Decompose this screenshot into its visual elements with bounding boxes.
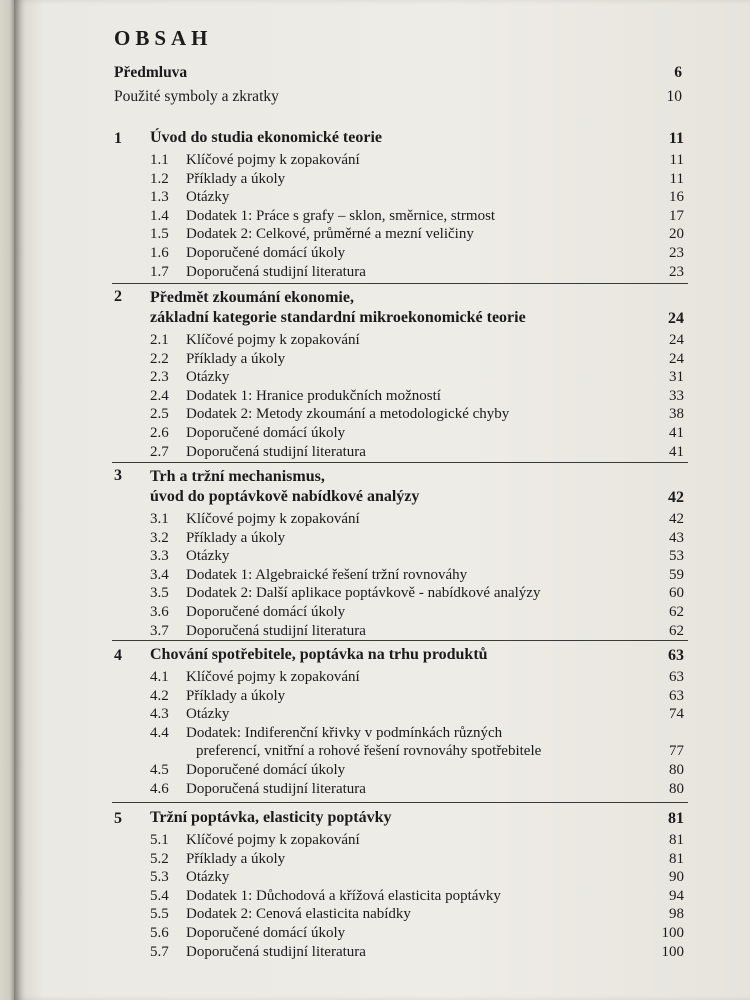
entry-label: Dodatek 2: Další aplikace poptávkově - nabídkové analýzy [186,585,541,602]
entry-label: Doporučená studijní literatura [186,943,366,960]
toc-subentry [114,868,684,887]
entry-number: 2.7 [150,443,169,460]
entry-number: 4.6 [150,780,169,797]
chapter-divider [112,462,688,463]
entry-label: Dodatek 2: Metody zkoumání a metodologické chyby [186,406,510,423]
entry-label: Příklady a úkoly [186,170,286,187]
entry-page: 31 [669,369,684,386]
entry-number: 3.2 [150,529,169,546]
entry-label: Dodatek 2: Cenová elasticita nabídky [186,906,411,923]
entry-number: 3.7 [150,622,169,639]
entry-page: 90 [669,869,684,886]
entry-label: Otázky [186,369,230,386]
toc-subentry [114,188,684,207]
toc-subentry [114,705,684,724]
chapter-divider [112,640,688,641]
chapter-number: 1 [114,130,122,147]
entry-number: 1.7 [150,263,169,280]
toc-subentry [114,368,684,387]
toc-subentry [114,831,684,850]
entry-page: 38 [669,406,684,423]
chapter-page: 11 [668,130,684,147]
entry-number: 4.2 [150,687,169,704]
chapter-page: 81 [668,810,684,827]
entry-label [186,724,624,761]
chapter-title [150,288,624,328]
entry-page: 100 [661,924,684,941]
entry-number: 1.6 [150,244,169,261]
entry-page: 60 [669,585,684,602]
entry-label: Doporučená studijní literatura [186,622,366,639]
toc-subentry [114,387,684,406]
entry-page: 11 [669,152,684,168]
entry-number: 4.4 [150,724,169,741]
entry-page: 42 [669,511,684,527]
entry-page: 23 [669,263,684,280]
toc-subentry [114,207,684,226]
chapter-title [150,808,624,828]
chapter-title-line: Chování spotřebitele, poptávka na trhu produktů [150,646,488,663]
chapter-number: 2 [114,288,122,305]
entry-page: 10 [666,88,682,105]
entry-label: Otázky [186,706,230,723]
entry-number: 2.4 [150,387,169,404]
entry-label: Dodatek 1: Důchodová a křížová elasticita poptávky [186,887,501,904]
entry-page: 62 [669,603,684,620]
entry-number: 1.3 [150,189,169,206]
entry-page: 33 [669,387,684,404]
entry-number: 2.1 [150,332,169,348]
toc-subentry [114,331,684,350]
toc-subentry [114,761,684,780]
entry-number: 5.1 [150,832,169,848]
toc-subentry [114,566,684,585]
toc-entry-preface [114,64,682,82]
toc-subentry [114,905,684,924]
chapter-title [150,645,624,665]
toc-subentry [114,443,684,462]
entry-page: 98 [669,906,684,923]
entry-number: 5.2 [150,850,169,867]
entry-label: Klíčové pojmy k zopakování [186,832,360,848]
entry-page: 24 [669,350,684,367]
toc-subentry [114,350,684,369]
entry-label: Klíčové pojmy k zopakování [186,669,360,685]
entry-label: Příklady a úkoly [186,350,286,367]
toc-subentry [114,584,684,603]
entry-page: 74 [669,706,684,723]
page-title: OBSAH [114,26,213,50]
entry-page: 80 [669,761,684,778]
entry-page: 81 [669,832,684,848]
toc-subentry [114,510,684,529]
entry-label: Otázky [186,548,230,565]
entry-number: 3.3 [150,548,169,565]
toc-subentry [114,850,684,869]
entry-label: Dodatek 2: Celkové, průměrné a mezní veličiny [186,226,474,243]
entry-page: 63 [669,687,684,704]
chapter-title-line: Tržní poptávka, elasticity poptávky [150,809,392,826]
entry-number: 4.1 [150,669,169,685]
entry-page: 77 [669,743,684,760]
entry-label: Dodatek 1: Hranice produkčních možností [186,387,441,404]
chapter-page: 63 [668,647,684,664]
entry-label: Doporučená studijní literatura [186,263,366,280]
chapter-divider [112,283,688,284]
chapter-title-line: Úvod do studia ekonomické teorie [150,129,382,146]
toc-subentry [114,887,684,906]
entry-label: Předmluva [114,64,188,81]
toc-subentry [114,529,684,548]
chapter-number: 4 [114,647,122,664]
entry-number: 2.2 [150,350,169,367]
toc-subentry [114,151,684,170]
entry-page: 80 [669,780,684,797]
chapter-page: 42 [668,489,684,506]
entry-number: 1.4 [150,207,169,224]
toc-subentry [114,780,684,799]
chapter-title-line: úvod do poptávkově nabídkové analýzy [150,488,420,505]
chapter-title-line: základní kategorie standardní mikroekonomické teorie [150,309,526,326]
entry-page: 23 [669,244,684,261]
entry-number: 1.2 [150,170,169,187]
toc-subentry [114,263,684,282]
chapter-3 [114,467,684,640]
toc-subentry [114,244,684,263]
entry-page: 43 [669,529,684,546]
entry-page: 81 [669,850,684,867]
entry-number: 1.5 [150,226,169,243]
toc-subentry [114,603,684,622]
entry-number: 3.4 [150,566,169,583]
toc-subentry [114,668,684,687]
entry-label: Dodatek 1: Algebraické řešení tržní rovnováhy [186,566,468,583]
entry-page: 94 [669,887,684,904]
entry-page: 100 [661,943,684,960]
toc-subentry [114,225,684,244]
entry-page: 53 [669,548,684,565]
entry-label: Klíčové pojmy k zopakování [186,332,360,348]
chapter-divider [112,802,688,803]
entry-number: 4.5 [150,761,169,778]
entry-number: 5.3 [150,869,169,886]
entry-label: Doporučená studijní literatura [186,780,366,797]
entry-label: Příklady a úkoly [186,687,286,704]
entry-page: 17 [669,207,684,224]
entry-label: Otázky [186,869,230,886]
entry-number: 1.1 [150,152,169,168]
entry-page: 59 [669,566,684,583]
chapter-number: 3 [114,467,122,484]
entry-page: 16 [669,189,684,206]
chapter-2 [114,288,684,461]
entry-number: 2.3 [150,369,169,386]
entry-label: Doporučená studijní literatura [186,443,366,460]
entry-number: 2.5 [150,406,169,423]
entry-number: 3.6 [150,603,169,620]
entry-number: 3.5 [150,585,169,602]
entry-label: Klíčové pojmy k zopakování [186,511,360,527]
entry-page: 41 [669,443,684,460]
entry-number: 5.4 [150,887,169,904]
entry-label: Příklady a úkoly [186,529,286,546]
entry-label: Doporučené domácí úkoly [186,244,346,261]
toc-page [14,0,750,1000]
chapter-title-line: Předmět zkoumání ekonomie, [150,289,354,306]
toc-subentry [114,687,684,706]
entry-page: 63 [669,669,684,685]
entry-number: 2.6 [150,424,169,441]
chapter-4 [114,645,684,798]
chapter-page: 24 [668,310,684,327]
toc-entry-symbols [114,88,682,106]
entry-label: Doporučené domácí úkoly [186,761,346,778]
entry-page: 62 [669,622,684,639]
entry-number: 4.3 [150,706,169,723]
entry-label: Doporučené domácí úkoly [186,424,346,441]
entry-number: 5.5 [150,906,169,923]
chapter-1 [114,128,684,281]
entry-page: 41 [669,424,684,441]
toc-subentry [114,724,684,761]
entry-label: Použité symboly a zkratky [114,88,279,105]
toc-subentry [114,424,684,443]
entry-page: 24 [669,332,684,348]
chapter-title-line: Trh a tržní mechanismus, [150,468,325,485]
chapter-title [150,128,624,148]
entry-label: Otázky [186,189,230,206]
entry-label-line: Dodatek: Indiferenční křivky v podmínkách různých [186,724,503,741]
chapter-5 [114,808,684,961]
entry-number: 5.7 [150,943,169,960]
entry-number: 5.6 [150,924,169,941]
entry-number: 3.1 [150,511,169,527]
toc-subentry [114,622,684,641]
entry-label: Doporučené domácí úkoly [186,924,346,941]
entry-label-line: preferencí, vnitřní a rohové řešení rovnováhy spotřebitele [196,743,542,760]
entry-label: Doporučené domácí úkoly [186,603,346,620]
entry-label: Příklady a úkoly [186,850,286,867]
toc-subentry [114,170,684,189]
entry-label: Dodatek 1: Práce s grafy – sklon, směrnice, strmost [186,207,496,224]
toc-subentry [114,943,684,962]
entry-label: Klíčové pojmy k zopakování [186,152,360,168]
entry-page: 6 [674,64,682,81]
entry-page: 20 [669,226,684,243]
toc-subentry [114,405,684,424]
chapter-title [150,467,624,507]
toc-subentry [114,924,684,943]
toc-subentry [114,547,684,566]
entry-page: 11 [669,170,684,187]
chapter-number: 5 [114,810,122,827]
